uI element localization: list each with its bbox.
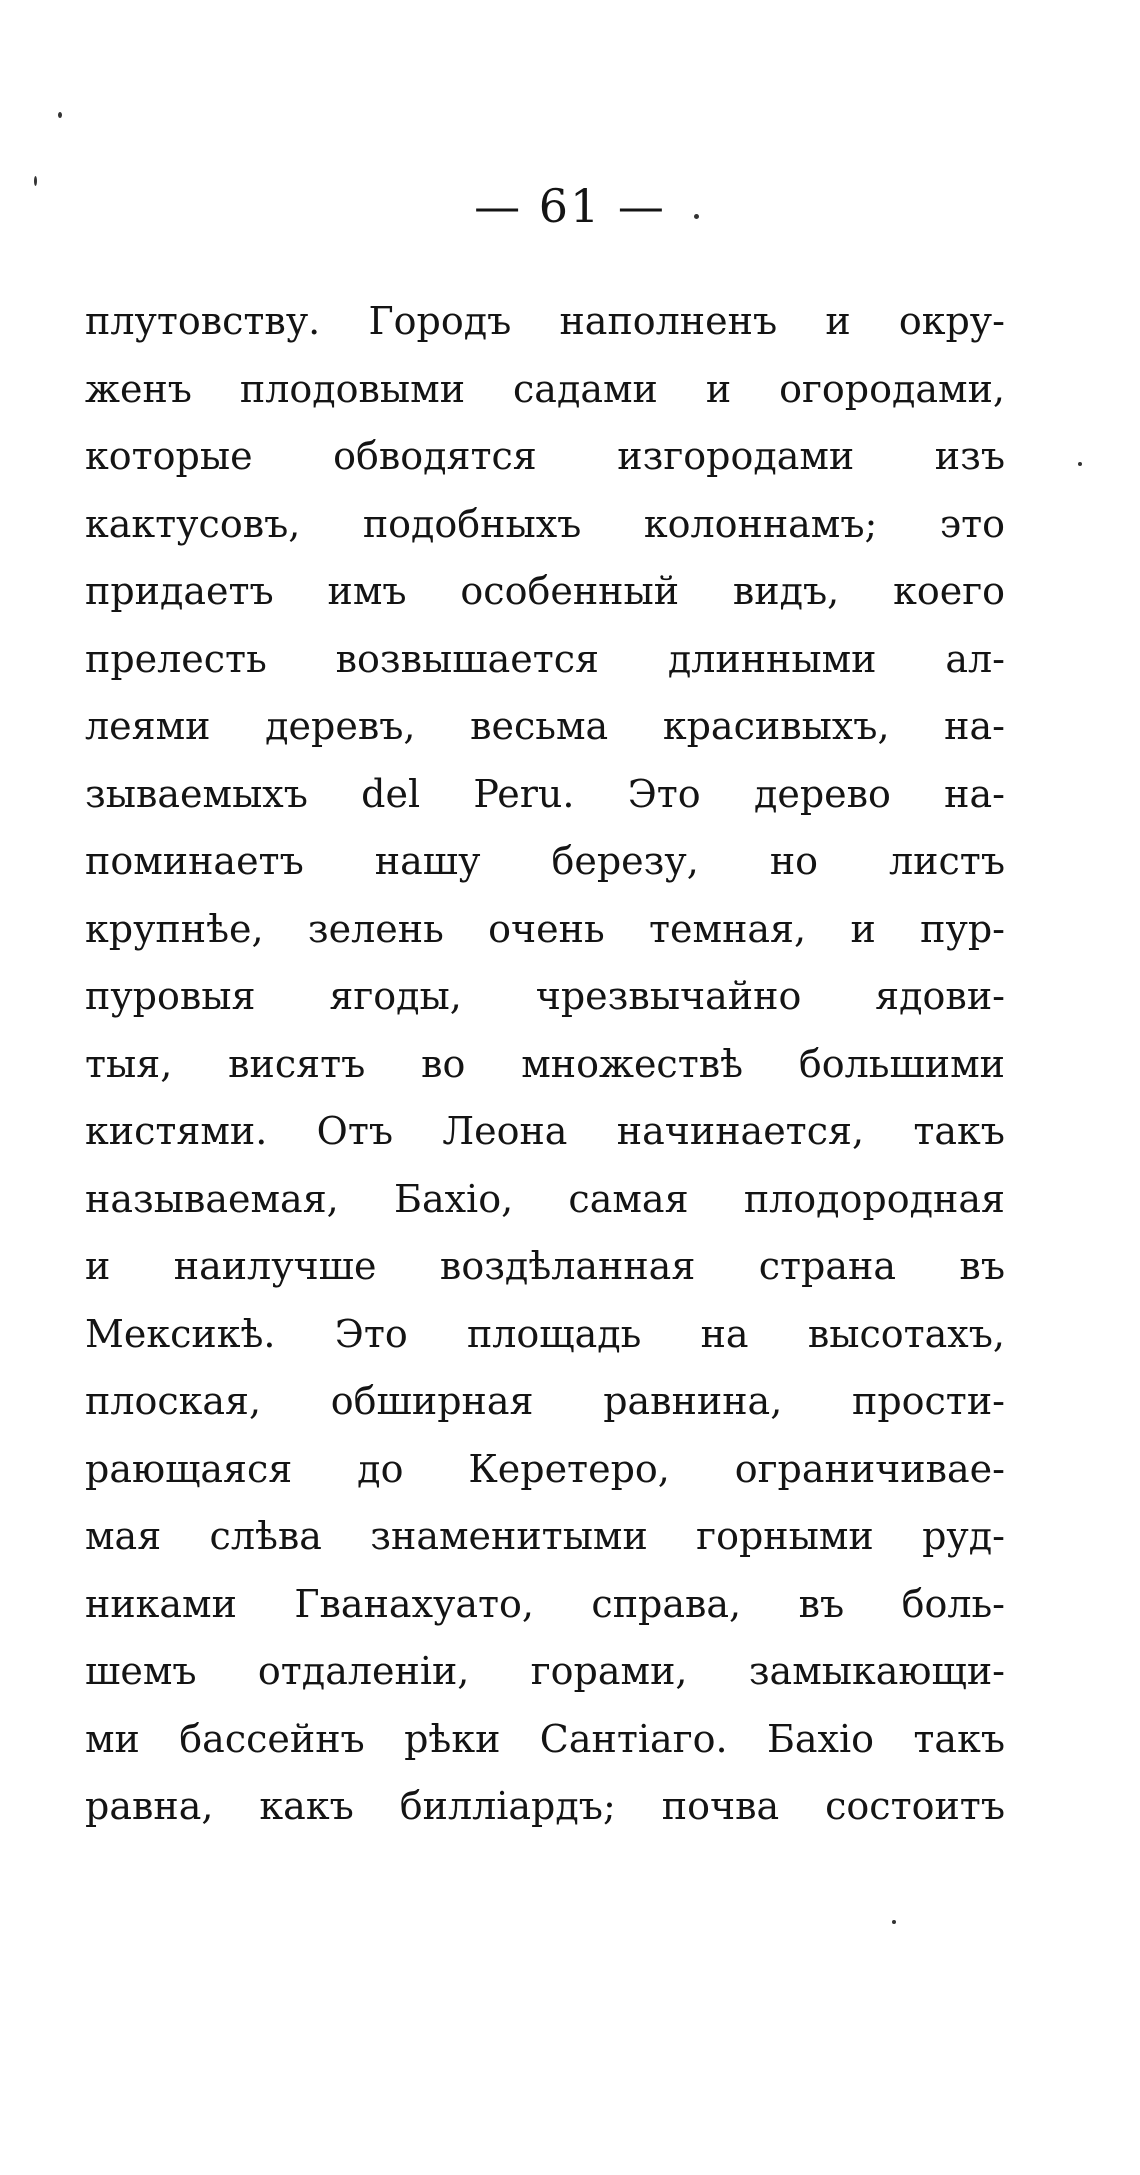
text-line: прелесть возвышается длинными ал- — [85, 636, 1005, 681]
scan-speck — [58, 112, 62, 118]
text-line: шемъ отдаленіи, горами, замыкающи- — [85, 1649, 1005, 1693]
scan-speck — [1078, 462, 1082, 466]
text-line: ми бассейнъ рѣки Сантіаго. Бахіо такъ — [85, 1716, 1005, 1761]
text-line: и наилучше воздѣланная страна въ — [85, 1244, 1005, 1288]
body-text — [85, 288, 1005, 1841]
text-line: кистями. Отъ Леона начинается, такъ — [85, 1109, 1005, 1153]
text-line: рающаяся до Керетеро, ограничивае- — [85, 1446, 1005, 1491]
text-line: которые обводятся изгородами изъ — [85, 434, 1005, 478]
scan-speck — [892, 1920, 896, 1924]
text-line: никами Гванахуато, справа, въ боль- — [85, 1581, 1005, 1626]
page-number: — 61 — — [474, 179, 666, 233]
text-line: плоская, обширная равнина, прости- — [85, 1379, 1005, 1423]
text-line: мая слѣва знаменитыми горными руд- — [85, 1514, 1005, 1558]
text-line: поминаетъ нашу березу, но листъ — [85, 839, 1005, 883]
text-line: плутовству. Городъ наполненъ и окру- — [85, 299, 1005, 343]
scan-speck — [34, 176, 37, 186]
text-line: зываемыхъ del Peru. Это дерево на- — [85, 771, 1005, 816]
text-line: кактусовъ, подобныхъ колоннамъ; это — [85, 501, 1005, 546]
text-line: женъ плодовыми садами и огородами, — [85, 366, 1005, 411]
text-line: придаетъ имъ особенный видъ, коего — [85, 569, 1005, 613]
text-line: равна, какъ билліардъ; почва состоитъ — [85, 1784, 1005, 1828]
text-line: называемая, Бахіо, самая плодородная — [85, 1176, 1005, 1221]
scan-speck — [694, 214, 699, 219]
text-line: пуровыя ягоды, чрезвычайно ядови- — [85, 974, 1005, 1018]
text-line: тыя, висятъ во множествѣ большими — [85, 1041, 1005, 1086]
text-line: Мексикѣ. Это площадь на высотахъ, — [85, 1311, 1005, 1356]
text-line: крупнѣе, зелень очень темная, и пур- — [85, 906, 1005, 951]
text-line: леями деревъ, весьма красивыхъ, на- — [85, 704, 1005, 748]
